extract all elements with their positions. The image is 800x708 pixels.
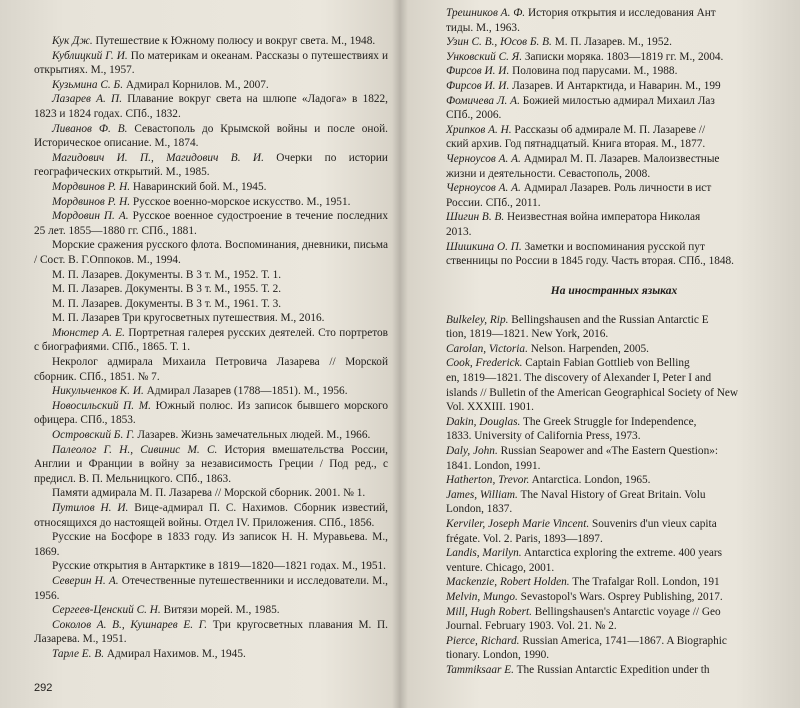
bibliography-entry	[428, 371, 800, 386]
entry-text: Очерки по истории географических открытий. М., 1985.	[34, 151, 388, 179]
entry-text: Antarctica. London, 1965.	[529, 474, 651, 487]
left-page	[0, 0, 398, 708]
entry-author: Мордвинов Р. Н.	[52, 180, 131, 193]
bibliography-russian	[428, 6, 800, 269]
entry-author: Трешников А. Ф.	[446, 7, 526, 19]
entry-author: Кублицкий Г. И.	[52, 49, 128, 62]
bibliography-entry	[34, 603, 388, 618]
entry-text: Плавание вокруг света на шлюпе «Ладога» в 1822, 1823 и 1824 годах. СПб., 1832.	[34, 93, 389, 120]
entry-text: Bellingshausen's Antarctic voyage // Geo	[531, 605, 721, 618]
entry-text: 1833. University of California Press, 1973.	[446, 430, 641, 443]
bibliography-entry	[428, 648, 800, 663]
entry-text: История вмешательства России, Англии и Франции в войну за независимость Греции / Под ред., с предисл. В. П. Мельницкого. СПб., 1863.	[34, 443, 388, 485]
entry-text: Отечественные путешественники и исследователи. М., 1956.	[34, 574, 388, 602]
entry-text: Лазарев. И Антарктида, и Наварин. М., 199	[509, 79, 721, 92]
entry-text: Лазарев. Жизнь замечательных людей. М., 1966.	[134, 429, 371, 442]
entry-text: ский архив. Год пятнадцатый. Книга вторая. М., 1877.	[446, 138, 706, 151]
entry-author: Кузьмина С. Б.	[52, 78, 124, 91]
bibliography-entry	[428, 400, 800, 415]
entry-author: Никульченков К. И.	[52, 385, 144, 398]
entry-author: Bulkeley, Rip.	[446, 313, 509, 326]
bibliography-list-right	[428, 6, 800, 678]
bibliography-entry	[34, 618, 388, 647]
bibliography-entry	[34, 501, 388, 530]
entry-text: Русские на Босфоре в 1833 году. Из записок Н. Н. Муравьева. М., 1869.	[34, 531, 388, 558]
bibliography-entry	[34, 209, 388, 238]
entry-text: The Trafalgar Roll. London, 191	[569, 576, 720, 589]
bibliography-entry	[34, 559, 388, 574]
entry-author: Мордвинов Р. Н.	[52, 195, 131, 208]
bibliography-entry	[428, 546, 800, 561]
entry-author: Черноусов А. А.	[446, 152, 521, 165]
entry-text: Южный полюс. Из записок бывшего морского офицера. СПб., 1853.	[34, 399, 388, 427]
entry-text: Рассказы об адмирале М. П. Лазареве //	[511, 123, 706, 136]
bibliography-entry	[428, 663, 800, 678]
entry-text: ственницы по России в 1845 году. Часть вторая. СПб., 1848.	[446, 255, 734, 268]
bibliography-entry	[34, 326, 388, 355]
entry-text: islands // Bulletin of the American Geographical Society of New	[446, 386, 739, 399]
bibliography-entry	[428, 575, 800, 590]
bibliography-entry	[428, 459, 800, 474]
entry-text: venture. Chicago, 2001.	[446, 561, 555, 574]
entry-text: London, 1837.	[446, 503, 513, 516]
entry-text: tionary. London, 1990.	[446, 649, 550, 662]
bibliography-entry	[428, 50, 800, 65]
entry-author: Tammiksaar E.	[446, 663, 515, 676]
bibliography-entry	[428, 167, 800, 182]
entry-author: Carolan, Victoria.	[446, 342, 528, 355]
bibliography-entry	[34, 78, 388, 93]
entry-author: Магидович И. П., Магидович В. И.	[52, 151, 264, 164]
bibliography-entry	[428, 444, 800, 459]
page-number: 292	[34, 682, 53, 694]
bibliography-entry	[428, 35, 800, 50]
bibliography-entry	[428, 240, 800, 255]
entry-text: М. П. Лазарев Три кругосветных путешествия. М., 2016.	[52, 312, 325, 325]
entry-author: Daly, John.	[446, 445, 498, 458]
entry-author: Фирсов И. И.	[446, 79, 510, 92]
bibliography-entry	[34, 151, 388, 180]
bibliography-entry	[34, 399, 388, 428]
bibliography-entry	[34, 428, 388, 443]
entry-author: Cook, Frederick.	[446, 357, 523, 370]
bibliography-foreign	[428, 313, 800, 678]
entry-text: en, 1819—1821. The discovery of Alexander I, Peter I and	[446, 372, 712, 385]
entry-author: Landis, Marilyn.	[446, 547, 522, 560]
entry-text: жизни и деятельности. Севастополь, 2008.	[446, 167, 651, 180]
bibliography-entry	[428, 532, 800, 547]
bibliography-entry	[428, 210, 800, 225]
bibliography-entry	[428, 517, 800, 532]
entry-text: The Russian Antarctic Expedition under th	[514, 663, 710, 676]
entry-text: The Greek Struggle for Independence,	[520, 415, 697, 428]
entry-text: История открытия и исследования Ант	[525, 7, 716, 19]
bibliography-entry	[428, 6, 800, 21]
entry-text: Некролог адмирала Михаила Петровича Лазарева // Морской сборник. СПб., 1851. № 7.	[34, 356, 388, 383]
bibliography-entry	[428, 327, 800, 342]
entry-text: Записки моряка. 1803—1819 гг. М., 2004.	[522, 50, 724, 63]
entry-author: Узин С. В., Юсов Б. В.	[446, 36, 552, 49]
entry-text: Journal. February 1903. Vol. 21. № 2.	[446, 620, 617, 633]
bibliography-entry	[428, 473, 800, 488]
bibliography-entry	[428, 415, 800, 430]
entry-text: Морские сражения русского флота. Воспоминания, дневники, письма / Сост. В. Г.Оппоков. М., 1994.	[34, 239, 388, 266]
right-page	[402, 0, 800, 708]
entry-text: Русское военное судостроение в течение последних 25 лет. 1855—1880 гг. СПб., 1881.	[34, 210, 388, 237]
entry-author: Mill, Hugh Robert.	[446, 605, 532, 618]
entry-text: Bellingshausen and the Russian Antarctic E	[508, 313, 709, 326]
entry-text: тиды. М., 1963.	[446, 21, 520, 34]
entry-text: tion, 1819—1821. New York, 2016.	[446, 328, 609, 341]
bibliography-entry	[428, 64, 800, 79]
bibliography-entry	[34, 268, 388, 283]
entry-text: Captain Fabian Gottlieb von Belling	[522, 357, 690, 370]
entry-text: Половина под парусами. М., 1988.	[509, 65, 678, 78]
bibliography-entry	[428, 196, 800, 211]
entry-text: Адмирал М. П. Лазарев. Малоизвестные	[520, 152, 720, 165]
bibliography-entry	[428, 181, 800, 196]
bibliography-entry	[428, 21, 800, 36]
entry-text: М. П. Лазарев. М., 1952.	[551, 36, 672, 49]
entry-author: Kerviler, Joseph Marie Vincent.	[446, 518, 590, 530]
bibliography-entry	[428, 254, 800, 269]
entry-text: Vol. XXXIII. 1901.	[446, 401, 534, 414]
entry-text: Russian Seapower and «The Eastern Question»:	[497, 445, 719, 458]
bibliography-entry	[428, 561, 800, 576]
bibliography-entry	[428, 590, 800, 605]
entry-text: По материкам и океанам. Рассказы о путешествиях и открытиях. М., 1957.	[34, 49, 388, 77]
entry-text: Заметки и воспоминания русской пут	[521, 240, 705, 253]
entry-text: frégate. Vol. 2. Paris, 1893—1897.	[446, 532, 603, 545]
entry-text: Витязи морей. М., 1985.	[160, 604, 280, 617]
bibliography-entry	[34, 282, 388, 297]
entry-text: 2013.	[446, 225, 472, 238]
entry-author: James, William.	[446, 488, 518, 501]
entry-author: Новосильский П. М.	[52, 399, 151, 412]
entry-author: Островский Б. Г.	[52, 429, 135, 442]
entry-author: Мордовин П. А.	[52, 210, 129, 223]
bibliography-entry	[428, 502, 800, 517]
entry-text: Адмирал Лазарев (1788—1851). М., 1956.	[143, 385, 348, 398]
entry-text: Три кругосветных плавания М. П. Лазарева. М., 1951.	[34, 618, 388, 646]
entry-author: Соколов А. В., Кушнарев Е. Г.	[52, 618, 208, 631]
entry-text: Russian America, 1741—1867. A Biographic	[519, 634, 727, 647]
entry-author: Фомичева Л. А.	[446, 94, 520, 107]
entry-text: Nelson. Harpenden, 2005.	[527, 342, 650, 355]
entry-text: Адмирал Лазарев. Роль личности в ист	[520, 182, 712, 195]
bibliography-list-left	[34, 34, 388, 662]
entry-author: Северин Н. А.	[52, 574, 119, 587]
bibliography-entry	[428, 313, 800, 328]
entry-text: Севастополь до Крымской войны и после оной. Историческое описание. М., 1874.	[34, 122, 388, 150]
entry-text: Русские открытия в Антарктике в 1819—1820—1821 годах. М., 1951.	[52, 560, 386, 573]
bibliography-entry	[428, 386, 800, 401]
bibliography-entry	[34, 122, 388, 151]
entry-author: Dakin, Douglas.	[446, 415, 521, 428]
bibliography-entry	[428, 619, 800, 634]
entry-text: Адмирал Нахимов. М., 1945.	[104, 647, 246, 660]
bibliography-entry	[34, 180, 388, 195]
bibliography-entry	[34, 443, 388, 487]
bibliography-entry	[34, 574, 388, 603]
entry-author: Путилов Н. И.	[52, 502, 129, 514]
entry-text: Адмирал Корнилов. М., 2007.	[123, 78, 269, 91]
entry-author: Хрипков А. Н.	[446, 123, 512, 136]
bibliography-entry	[34, 34, 388, 49]
bibliography-entry	[34, 311, 388, 326]
bibliography-entry	[428, 152, 800, 167]
entry-author: Шигин В. В.	[446, 211, 505, 224]
bibliography-entry	[428, 108, 800, 123]
entry-text: Путешествие к Южному полюсу и вокруг света. М., 1948.	[92, 35, 376, 47]
bibliography-entry	[428, 429, 800, 444]
bibliography-entry	[428, 137, 800, 152]
bibliography-entry	[34, 297, 388, 312]
entry-text: России. СПб., 2011.	[446, 196, 541, 209]
entry-text: Божией милостью адмирал Михаил Лаз	[519, 94, 715, 107]
entry-text: Памяти адмирала М. П. Лазарева // Морской сборник. 2001. № 1.	[52, 487, 366, 500]
bibliography-entry	[428, 488, 800, 503]
entry-text: The Naval History of Great Britain. Volu	[517, 488, 706, 501]
section-heading: На иностранных языках	[550, 284, 678, 297]
entry-text: Sevastopol's Wars. Osprey Publishing, 2017.	[517, 590, 723, 603]
entry-text: СПб., 2006.	[446, 109, 502, 122]
bibliography-entry	[428, 342, 800, 357]
entry-author: Pierce, Richard.	[446, 634, 520, 647]
entry-author: Лазарев А. П.	[52, 93, 123, 106]
bibliography-entry	[428, 356, 800, 371]
entry-text: Портретная галерея русских деятелей. Сто портретов с биографиями. СПб., 1865. Т. 1.	[34, 326, 388, 354]
entry-author: Шишкина О. П.	[446, 240, 522, 253]
entry-author: Melvin, Mungo.	[446, 590, 518, 603]
bibliography-entry	[428, 225, 800, 240]
entry-author: Кук Дж.	[52, 35, 93, 47]
entry-text: М. П. Лазарев. Документы. В 3 т. М., 1952. Т. 1.	[52, 268, 282, 281]
bibliography-entry	[428, 123, 800, 138]
entry-text: Вице-адмирал П. С. Нахимов. Сборник известий, относящихся до настоящей войны. Отдел IV. Приложения. СПб., 1856.	[34, 502, 388, 529]
bibliography-entry	[34, 647, 388, 662]
bibliography-entry	[428, 605, 800, 620]
bibliography-entry	[34, 486, 388, 501]
bibliography-entry	[428, 634, 800, 649]
bibliography-entry	[34, 384, 388, 399]
entry-author: Черноусов А. А.	[446, 182, 521, 195]
entry-text: М. П. Лазарев. Документы. В 3 т. М., 1961. Т. 3.	[52, 297, 282, 310]
bibliography-entry	[34, 238, 388, 267]
entry-author: Палеолог Г. Н., Сивинис М. С.	[52, 443, 218, 456]
bibliography-entry	[34, 530, 388, 559]
bibliography-entry	[34, 355, 388, 384]
entry-author: Унковский С. Я.	[446, 50, 523, 63]
entry-author: Hatherton, Trevor.	[446, 474, 530, 487]
bibliography-entry	[428, 94, 800, 109]
entry-author: Фирсов И. И.	[446, 65, 510, 78]
entry-text: Antarctica exploring the extreme. 400 years	[521, 547, 723, 560]
entry-author: Мюнстер А. Е.	[52, 326, 125, 339]
bibliography-entry	[428, 79, 800, 94]
entry-text: Souvenirs d'un vieux capita	[589, 518, 717, 530]
entry-author: Сергеев-Ценский С. Н.	[52, 604, 161, 617]
bibliography-entry	[34, 92, 388, 121]
bibliography-entry	[34, 49, 388, 78]
entry-text: М. П. Лазарев. Документы. В 3 т. М., 1955. Т. 2.	[52, 283, 282, 296]
entry-text: Неизвестная война императора Николая	[504, 211, 701, 224]
entry-text: 1841. London, 1991.	[446, 459, 541, 472]
entry-text: Наваринский бой. М., 1945.	[130, 180, 267, 193]
entry-author: Тарле Е. В.	[52, 647, 105, 660]
entry-author: Mackenzie, Robert Holden.	[446, 576, 570, 589]
entry-text: Русское военно-морское искусство. М., 1951.	[130, 195, 351, 208]
entry-author: Ливанов Ф. В.	[52, 122, 128, 135]
bibliography-entry	[34, 195, 388, 210]
